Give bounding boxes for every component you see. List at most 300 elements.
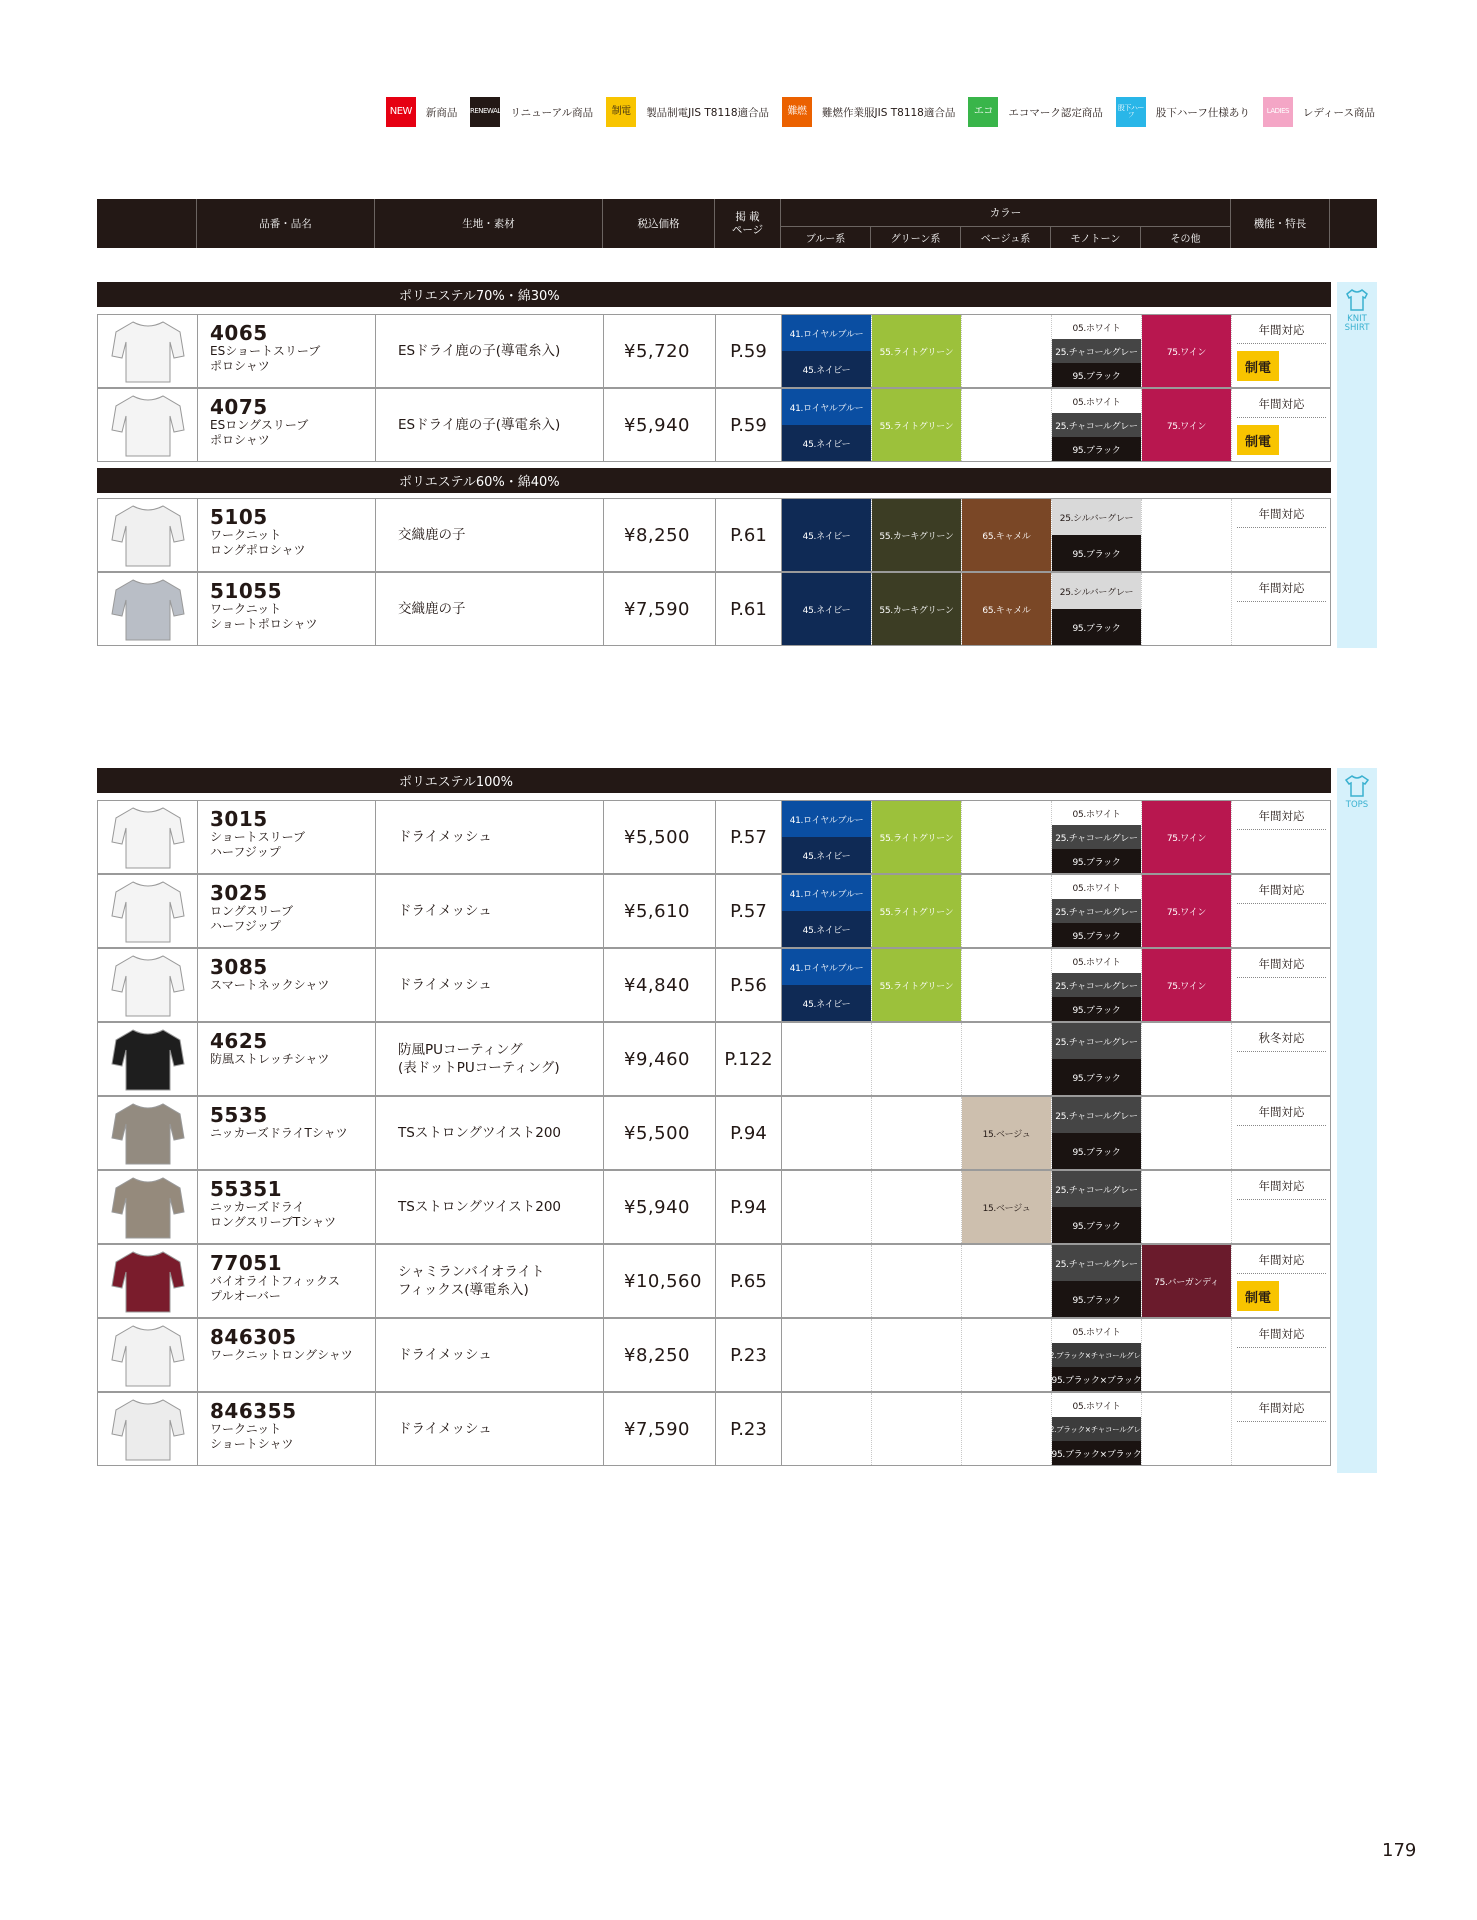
color-swatch: 25.チャコールグレー: [1052, 1097, 1141, 1133]
color-cell-green: [872, 1023, 962, 1095]
color-cell-other: [1142, 1245, 1232, 1317]
legend-text: 新商品: [425, 106, 458, 119]
legend-item: [470, 97, 593, 127]
color-swatch: 75.バーガンディ: [1142, 1245, 1231, 1317]
fabric: ESドライ鹿の子(導電糸入): [376, 389, 604, 461]
legend-text: 難燃作業服JIS T8118適合品: [822, 106, 956, 119]
legend-item: [606, 97, 769, 127]
product-name-cell: [198, 1097, 376, 1169]
color-swatch: 75.ワイン: [1142, 875, 1231, 947]
product-code: 3085: [210, 955, 268, 979]
color-cell-blue: [782, 1171, 872, 1243]
color-cell-green: [872, 1319, 962, 1391]
color-cell-other: [1142, 573, 1232, 645]
color-cell-mono: [1052, 875, 1142, 947]
color-cell-blue: [782, 801, 872, 873]
product-name: ニッカーズドライTシャツ: [210, 1126, 348, 1140]
price: ¥7,590: [604, 573, 716, 645]
product-code: 3015: [210, 807, 268, 831]
color-cell-other: [1142, 949, 1232, 1021]
color-cell-blue: [782, 315, 872, 387]
color-cell-mono: [1052, 801, 1142, 873]
header-green: グリーン系: [871, 227, 961, 248]
color-cell-beige: [962, 573, 1052, 645]
color-cell-green: [872, 1097, 962, 1169]
color-cell-green: [872, 1245, 962, 1317]
product-image: [98, 1097, 198, 1169]
color-cell-green: [872, 499, 962, 571]
color-swatch: 95.ブラック: [1052, 1059, 1141, 1095]
function-cell: [1232, 499, 1331, 571]
table-row: [97, 314, 1331, 388]
table-row: [97, 498, 1331, 572]
tshirt-icon: [1344, 774, 1370, 798]
catalog-page: P.23: [716, 1319, 782, 1391]
catalog-page: P.122: [716, 1023, 782, 1095]
price: ¥5,610: [604, 875, 716, 947]
color-cell-beige: [962, 315, 1052, 387]
function-cell: [1232, 389, 1331, 461]
antistatic-badge: 制電: [1237, 1281, 1279, 1311]
product-name-cell: [198, 1319, 376, 1391]
legend-badge: NEW: [386, 97, 416, 127]
table-row: [97, 800, 1331, 874]
color-swatch: 41.ロイヤルブルー: [782, 949, 871, 985]
header-other: その他: [1141, 227, 1231, 248]
color-cell-beige: [962, 1097, 1052, 1169]
fabric: シャミランバイオライト フィックス(導電糸入): [376, 1245, 604, 1317]
table-row: [97, 874, 1331, 948]
table-row: [97, 1022, 1331, 1096]
color-swatch: 95.ブラック×ブラック: [1052, 1441, 1141, 1465]
color-cell-blue: [782, 949, 872, 1021]
product-image: [98, 1171, 198, 1243]
color-swatch: 15.ベージュ: [962, 1097, 1051, 1169]
product-name: ESショートスリーブ ポロシャツ: [210, 344, 321, 373]
product-name-cell: [198, 315, 376, 387]
product-code: 77051: [210, 1251, 283, 1275]
season-label: 年間対応: [1237, 499, 1326, 528]
antistatic-badge: 制電: [1237, 425, 1279, 455]
legend-item: [968, 97, 1103, 127]
color-swatch: 45.ネイビー: [782, 911, 871, 947]
header-name: 品番・品名: [197, 199, 375, 248]
product-code: 4075: [210, 395, 268, 419]
color-cell-blue: [782, 389, 872, 461]
product-image: [98, 875, 198, 947]
table-row: [97, 1392, 1331, 1466]
product-name: バイオライトフィックス プルオーバー: [210, 1274, 340, 1303]
color-cell-beige: [962, 949, 1052, 1021]
color-swatch: 95.ブラック: [1052, 1281, 1141, 1317]
color-swatch: 25.チャコールグレー: [1052, 1023, 1141, 1059]
product-name: ニッカーズドライ ロングスリーブTシャツ: [210, 1200, 337, 1229]
legend-badge: LADIES: [1263, 97, 1293, 127]
season-label: 年間対応: [1237, 875, 1326, 904]
product-name-cell: [198, 499, 376, 571]
product-name: ロングスリーブ ハーフジップ: [210, 904, 294, 933]
color-cell-other: [1142, 1171, 1232, 1243]
color-cell-other: [1142, 1319, 1232, 1391]
price: ¥7,590: [604, 1393, 716, 1465]
product-image: [98, 499, 198, 571]
product-name: ショートスリーブ ハーフジップ: [210, 830, 306, 859]
season-label: 年間対応: [1237, 1319, 1326, 1348]
color-cell-beige: [962, 499, 1052, 571]
product-image: [98, 573, 198, 645]
color-swatch: 55.ライトグリーン: [872, 389, 961, 461]
product-code: 3025: [210, 881, 268, 905]
legend-badge: エコ: [968, 97, 998, 127]
color-swatch: 75.ワイン: [1142, 315, 1231, 387]
color-swatch: 95.ブラック: [1052, 849, 1141, 873]
color-swatch: 95.ブラック: [1052, 1207, 1141, 1243]
price: ¥10,560: [604, 1245, 716, 1317]
color-swatch: 75.ワイン: [1142, 801, 1231, 873]
header-mono: モノトーン: [1051, 227, 1141, 248]
color-cell-mono: [1045, 1319, 1148, 1391]
color-swatch: 95.ブラック: [1052, 363, 1141, 387]
color-cell-blue: [782, 1245, 872, 1317]
price: ¥8,250: [604, 499, 716, 571]
fabric: ドライメッシュ: [376, 949, 604, 1021]
color-cell-mono: [1052, 1023, 1142, 1095]
price: ¥5,500: [604, 801, 716, 873]
color-swatch: 55.ライトグリーン: [872, 949, 961, 1021]
color-swatch: 05.ホワイト: [1052, 949, 1141, 973]
side-tab-label: TOPS: [1345, 800, 1369, 810]
product-image: [98, 1319, 198, 1391]
color-swatch: 45.ネイビー: [782, 985, 871, 1021]
season-label: 年間対応: [1237, 389, 1326, 418]
function-cell: [1232, 875, 1331, 947]
fabric: 交織鹿の子: [376, 573, 604, 645]
color-cell-green: [872, 1393, 962, 1465]
color-swatch: 55.ライトグリーン: [872, 875, 961, 947]
header-function: 機能・特長: [1231, 199, 1330, 248]
legend-item: [1263, 97, 1375, 127]
color-cell-mono: [1052, 315, 1142, 387]
header-beige: ベージュ系: [961, 227, 1051, 248]
price: ¥5,940: [604, 1171, 716, 1243]
season-label: 年間対応: [1237, 1097, 1326, 1126]
color-swatch: 55.カーキグリーン: [872, 499, 961, 571]
legend-badge: 難燃: [782, 97, 812, 127]
catalog-page: P.61: [716, 573, 782, 645]
side-tab-label: KNIT SHIRT: [1344, 314, 1370, 333]
season-label: 年間対応: [1237, 315, 1326, 344]
color-cell-beige: [962, 1393, 1052, 1465]
price: ¥8,250: [604, 1319, 716, 1391]
product-name-cell: [198, 875, 376, 947]
catalog-page: P.57: [716, 801, 782, 873]
product-name-cell: [198, 389, 376, 461]
color-swatch: 95.ブラック: [1052, 1133, 1141, 1169]
product-name-cell: [198, 573, 376, 645]
product-name: 防風ストレッチシャツ: [210, 1052, 330, 1066]
function-cell: [1232, 1171, 1331, 1243]
color-swatch: 95.ブラック: [1052, 923, 1141, 947]
page-number: 179: [1382, 1840, 1417, 1861]
legend-badge: RENEWAL: [470, 97, 500, 127]
product-name: ワークニット ロングポロシャツ: [210, 528, 306, 557]
header-price: 税込価格: [603, 199, 715, 248]
color-swatch: 95.ブラック: [1052, 437, 1141, 461]
color-swatch: 75.ワイン: [1142, 389, 1231, 461]
color-cell-other: [1142, 1097, 1232, 1169]
color-swatch: 25.チャコールグレー: [1052, 339, 1141, 363]
price: ¥5,500: [604, 1097, 716, 1169]
product-code: 51055: [210, 579, 283, 603]
function-cell: [1232, 1097, 1331, 1169]
function-cell: [1232, 573, 1331, 645]
header-page: 掲 載 ページ: [715, 199, 781, 248]
table-row: [97, 1170, 1331, 1244]
function-cell: [1232, 1023, 1331, 1095]
function-cell: [1232, 1245, 1331, 1317]
legend-text: リニューアル商品: [510, 106, 594, 119]
color-swatch: 05.ホワイト: [1052, 1393, 1141, 1417]
product-code: 5105: [210, 505, 268, 529]
legend-text: 股下ハーフ仕様あり: [1155, 106, 1250, 119]
function-cell: [1232, 1319, 1331, 1391]
price: ¥9,460: [604, 1023, 716, 1095]
color-swatch: 95.ブラック×ブラック: [1052, 1367, 1141, 1391]
table-row: [97, 1244, 1331, 1318]
color-cell-blue: [782, 1097, 872, 1169]
color-swatch: 65.キャメル: [962, 499, 1051, 571]
product-image: [98, 389, 198, 461]
color-cell-green: [872, 389, 962, 461]
color-cell-mono: [1052, 389, 1142, 461]
color-swatch: 25.チャコールグレー: [1052, 1171, 1141, 1207]
color-cell-other: [1142, 315, 1232, 387]
color-swatch: 45.ネイビー: [782, 499, 871, 571]
catalog-page: P.94: [716, 1097, 782, 1169]
color-swatch: 41.ロイヤルブルー: [782, 801, 871, 837]
color-cell-green: [872, 1171, 962, 1243]
function-cell: [1232, 801, 1331, 873]
color-swatch: 55.カーキグリーン: [872, 573, 961, 645]
color-swatch: 95.ブラック: [1052, 997, 1141, 1021]
color-cell-blue: [782, 1023, 872, 1095]
fabric: 交織鹿の子: [376, 499, 604, 571]
product-name-cell: [198, 949, 376, 1021]
function-cell: [1232, 1393, 1331, 1465]
color-cell-mono: [1052, 573, 1142, 645]
price: ¥5,940: [604, 389, 716, 461]
section-title: ポリエステル60%・綿40%: [97, 468, 1331, 493]
color-cell-mono: [1045, 1393, 1148, 1465]
catalog-page: P.59: [716, 389, 782, 461]
color-swatch: 05.ホワイト: [1052, 875, 1141, 899]
legend: [373, 97, 1375, 127]
color-swatch: 05.ホワイト: [1052, 1319, 1141, 1343]
section-title: ポリエステル100%: [97, 768, 1331, 793]
legend-text: レディース商品: [1302, 106, 1375, 119]
legend-text: エコマーク認定商品: [1008, 106, 1103, 119]
product-image: [98, 1023, 198, 1095]
product-name: スマートネックシャツ: [210, 978, 330, 992]
color-cell-other: [1142, 1393, 1232, 1465]
color-cell-green: [872, 949, 962, 1021]
color-cell-green: [872, 801, 962, 873]
product-name-cell: [198, 1023, 376, 1095]
color-cell-other: [1142, 875, 1232, 947]
product-image: [98, 949, 198, 1021]
side-tab-tops: [1337, 768, 1377, 1473]
color-cell-beige: [962, 1245, 1052, 1317]
legend-item: [782, 97, 955, 127]
price: ¥4,840: [604, 949, 716, 1021]
product-name-cell: [198, 1393, 376, 1465]
color-cell-beige: [962, 1023, 1052, 1095]
color-swatch: 75.ワイン: [1142, 949, 1231, 1021]
header-color: カラー: [781, 199, 1231, 227]
color-swatch: 95.ブラック: [1052, 609, 1141, 645]
color-cell-other: [1142, 801, 1232, 873]
color-cell-mono: [1052, 499, 1142, 571]
season-label: 年間対応: [1237, 949, 1326, 978]
catalog-page: P.56: [716, 949, 782, 1021]
color-swatch: 45.ネイビー: [782, 837, 871, 873]
product-code: 846305: [210, 1325, 297, 1349]
fabric: TSストロングツイスト200: [376, 1171, 604, 1243]
color-swatch: 25.チャコールグレー: [1052, 973, 1141, 997]
fabric: 防風PUコーティング (表ドットPUコーティング): [376, 1023, 604, 1095]
color-swatch: 25.チャコールグレー: [1052, 825, 1141, 849]
product-code: 846355: [210, 1399, 297, 1423]
color-swatch: 55.ライトグリーン: [872, 315, 961, 387]
color-cell-mono: [1052, 1245, 1142, 1317]
price: ¥5,720: [604, 315, 716, 387]
fabric: ESドライ鹿の子(導電糸入): [376, 315, 604, 387]
catalog-page: P.59: [716, 315, 782, 387]
fabric: ドライメッシュ: [376, 1319, 604, 1391]
color-cell-beige: [962, 875, 1052, 947]
color-swatch: 92.ブラック×チャコールグレー: [1052, 1343, 1141, 1367]
product-name-cell: [198, 1245, 376, 1317]
color-swatch: 95.ブラック: [1052, 535, 1141, 571]
fabric: ドライメッシュ: [376, 801, 604, 873]
season-label: 年間対応: [1237, 1171, 1326, 1200]
color-cell-blue: [782, 499, 872, 571]
legend-badge: 股下ハーフ: [1116, 97, 1146, 127]
product-name: ワークニットロングシャツ: [210, 1348, 353, 1362]
color-cell-beige: [962, 801, 1052, 873]
season-label: 年間対応: [1237, 801, 1326, 830]
color-cell-green: [872, 875, 962, 947]
catalog-page: P.94: [716, 1171, 782, 1243]
product-image: [98, 315, 198, 387]
season-label: 年間対応: [1237, 1245, 1326, 1274]
color-swatch: 25.チャコールグレー: [1052, 413, 1141, 437]
color-cell-beige: [962, 389, 1052, 461]
color-cell-mono: [1052, 949, 1142, 1021]
table-row: [97, 1318, 1331, 1392]
product-image: [98, 801, 198, 873]
color-swatch: 41.ロイヤルブルー: [782, 875, 871, 911]
legend-item: [1116, 97, 1250, 127]
color-cell-other: [1142, 1023, 1232, 1095]
color-swatch: 25.チャコールグレー: [1052, 899, 1141, 923]
color-cell-blue: [782, 1319, 872, 1391]
catalog-page: P.57: [716, 875, 782, 947]
fabric: ドライメッシュ: [376, 1393, 604, 1465]
legend-item: [386, 97, 458, 127]
product-code: 4065: [210, 321, 268, 345]
color-swatch: 45.ネイビー: [782, 573, 871, 645]
color-swatch: 41.ロイヤルブルー: [782, 315, 871, 351]
table-row: [97, 572, 1331, 646]
color-cell-mono: [1052, 1171, 1142, 1243]
product-code: 4625: [210, 1029, 268, 1053]
color-swatch: 65.キャメル: [962, 573, 1051, 645]
product-image: [98, 1393, 198, 1465]
color-swatch: 92.ブラック×チャコールグレー: [1052, 1417, 1141, 1441]
season-label: 秋冬対応: [1237, 1023, 1326, 1052]
color-cell-other: [1142, 499, 1232, 571]
color-cell-blue: [782, 875, 872, 947]
product-name: ESロングスリーブ ポロシャツ: [210, 418, 309, 447]
season-label: 年間対応: [1237, 573, 1326, 602]
shirt-icon: [1344, 288, 1370, 312]
product-code: 5535: [210, 1103, 268, 1127]
color-swatch: 45.ネイビー: [782, 425, 871, 461]
color-cell-beige: [962, 1171, 1052, 1243]
legend-text: 製品制電JIS T8118適合品: [646, 106, 770, 119]
product-image: [98, 1245, 198, 1317]
color-swatch: 45.ネイビー: [782, 351, 871, 387]
color-cell-mono: [1052, 1097, 1142, 1169]
table-row: [97, 388, 1331, 462]
table-row: [97, 948, 1331, 1022]
function-cell: [1232, 949, 1331, 1021]
antistatic-badge: 制電: [1237, 351, 1279, 381]
color-cell-blue: [782, 1393, 872, 1465]
product-name-cell: [198, 1171, 376, 1243]
fabric: ドライメッシュ: [376, 875, 604, 947]
color-cell-other: [1142, 389, 1232, 461]
color-swatch: 05.ホワイト: [1052, 389, 1141, 413]
season-label: 年間対応: [1237, 1393, 1326, 1422]
color-swatch: 41.ロイヤルブルー: [782, 389, 871, 425]
header-fabric: 生地・素材: [375, 199, 603, 248]
product-name: ワークニット ショートシャツ: [210, 1422, 294, 1451]
section-title: ポリエステル70%・綿30%: [97, 282, 1331, 307]
side-tab-knit-shirt: [1337, 282, 1377, 648]
product-name: ワークニット ショートポロシャツ: [210, 602, 318, 631]
color-swatch: 25.チャコールグレー: [1052, 1245, 1141, 1281]
color-cell-blue: [782, 573, 872, 645]
color-cell-green: [872, 315, 962, 387]
color-swatch: 15.ベージュ: [962, 1171, 1051, 1243]
catalog-page: P.61: [716, 499, 782, 571]
color-cell-beige: [962, 1319, 1052, 1391]
legend-badge: 制電: [606, 97, 636, 127]
color-swatch: 05.ホワイト: [1052, 801, 1141, 825]
catalog-page: P.65: [716, 1245, 782, 1317]
color-swatch: 55.ライトグリーン: [872, 801, 961, 873]
fabric: TSストロングツイスト200: [376, 1097, 604, 1169]
catalog-page: P.23: [716, 1393, 782, 1465]
product-name-cell: [198, 801, 376, 873]
product-code: 55351: [210, 1177, 283, 1201]
table-row: [97, 1096, 1331, 1170]
color-cell-green: [872, 573, 962, 645]
color-swatch: 25.シルバーグレー: [1052, 499, 1141, 535]
function-cell: [1232, 315, 1331, 387]
